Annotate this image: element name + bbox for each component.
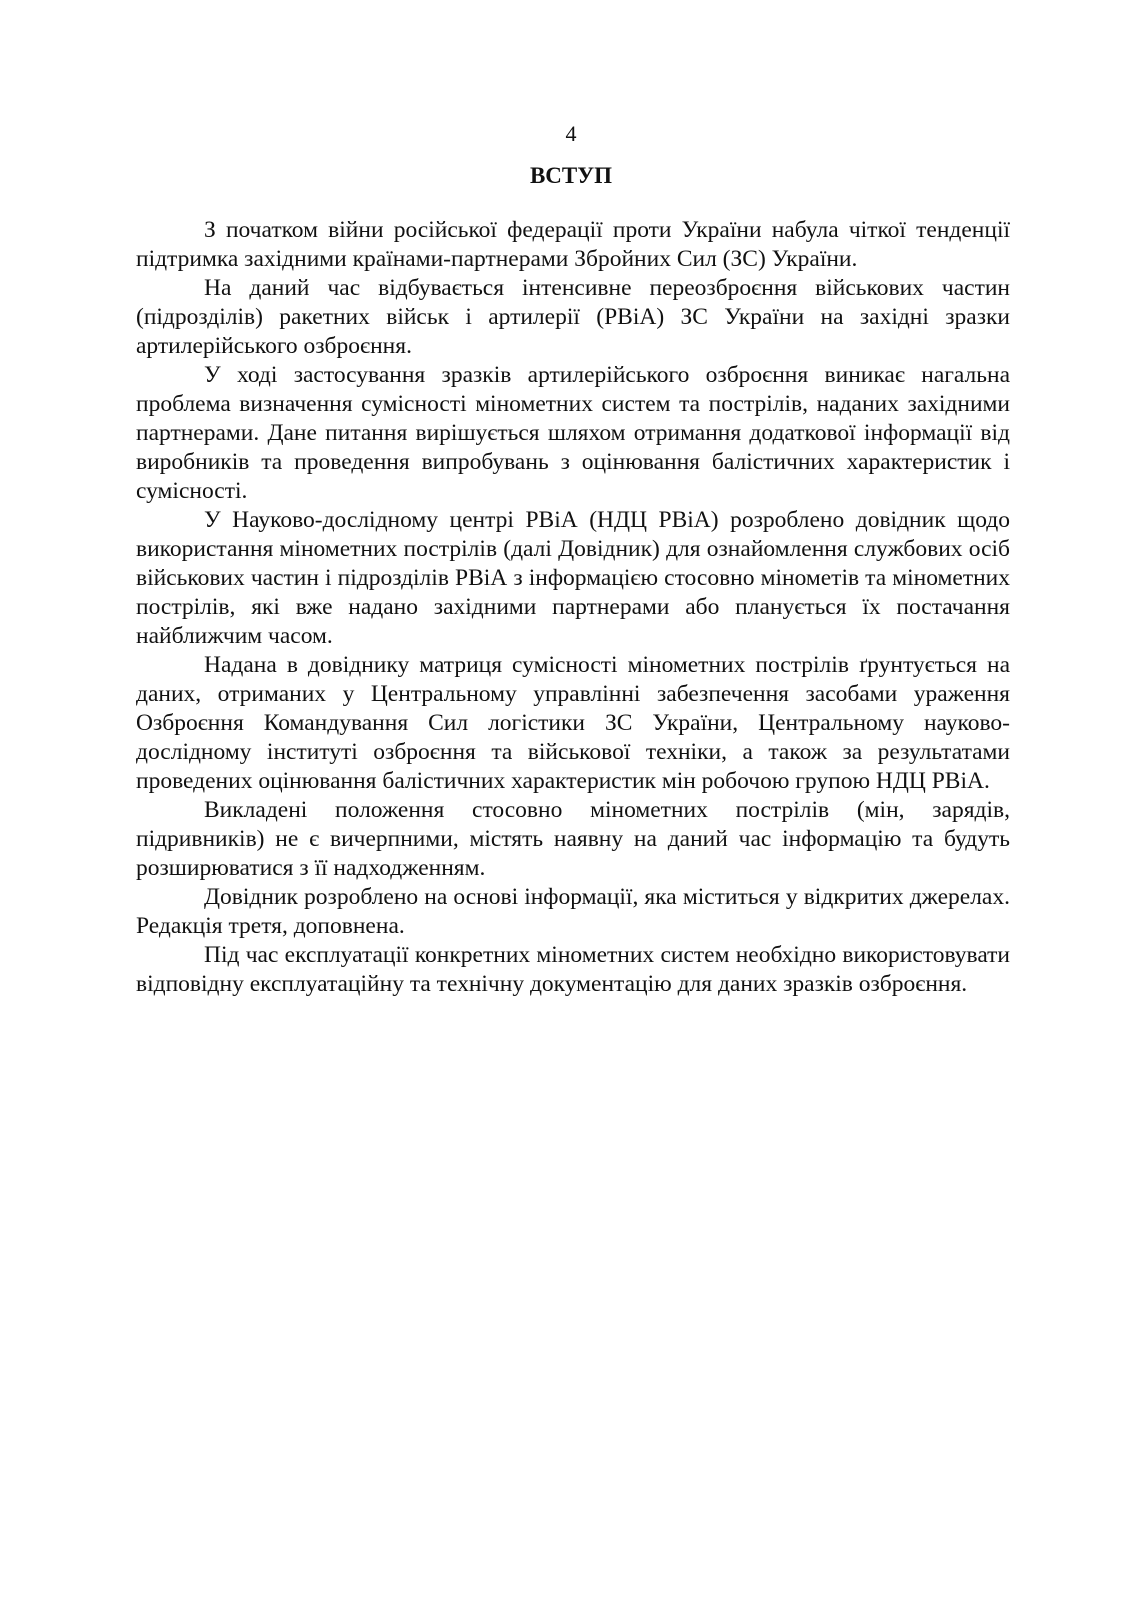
paragraph-open-sources: Довідник розроблено на основі інформації, яка міститься у відкритих джерелах. Редакція третя, доповнена. — [136, 884, 1010, 939]
paragraph-handbook-purpose: У Науково-дослідному центрі РВіА (НДЦ РВіА) розроблено довідник щодо використання мінометних пострілів (далі Довідник) для ознайомлення службових осіб військових частин і підрозділів РВіА з інформацією стосовно мінометів та мінометних пострілів, які вже надано західними партнерами або планується їх постачання найближчим часом. — [136, 507, 1010, 649]
body-text — [136, 216, 1010, 999]
paragraph-not-exhaustive: Викладені положення стосовно мінометних пострілів (мін, зарядів, підривників) не є вичерпними, містять наявну на даний час інформацію та будуть розширюватися з її надходженням. — [136, 797, 1010, 881]
page-number: 4 — [565, 121, 577, 146]
paragraph-rearmament: На даний час відбувається інтенсивне переозброєння військових частин (підрозділів) ракетних військ і артилерії (РВіА) ЗС України на західні зразки артилерійського озброєння. — [136, 275, 1010, 359]
paragraph-matrix-sources: Надана в довіднику матриця сумісності мінометних пострілів ґрунтується на даних, отриманих у Центральному управлінні забезпечення засобами ураження Озброєння Командування Сил логістики ЗС України, Центральному науково-дослідному інституті озброєння та військової техніки, а також за результатами проведених оцінювання балістичних характеристик мін робочою групою НДЦ РВіА. — [136, 652, 1010, 794]
section-heading: ВСТУП — [529, 163, 613, 188]
paragraph-intro: З початком війни російської федерації проти України набула чіткої тенденції підтримка західними країнами-партнерами Збройних Сил (ЗС) України. — [136, 217, 1010, 272]
paragraph-documentation: Під час експлуатації конкретних мінометних систем необхідно використовувати відповідну експлуатаційну та технічну документацію для даних зразків озброєння. — [136, 942, 1010, 997]
paragraph-compatibility-problem: У ході застосування зразків артилерійського озброєння виникає нагальна проблема визначення сумісності мінометних систем та пострілів, наданих західними партнерами. Дане питання вирішується шляхом отримання додаткової інформації від виробників та проведення випробувань з оцінювання балістичних характеристик і сумісності. — [136, 362, 1010, 504]
